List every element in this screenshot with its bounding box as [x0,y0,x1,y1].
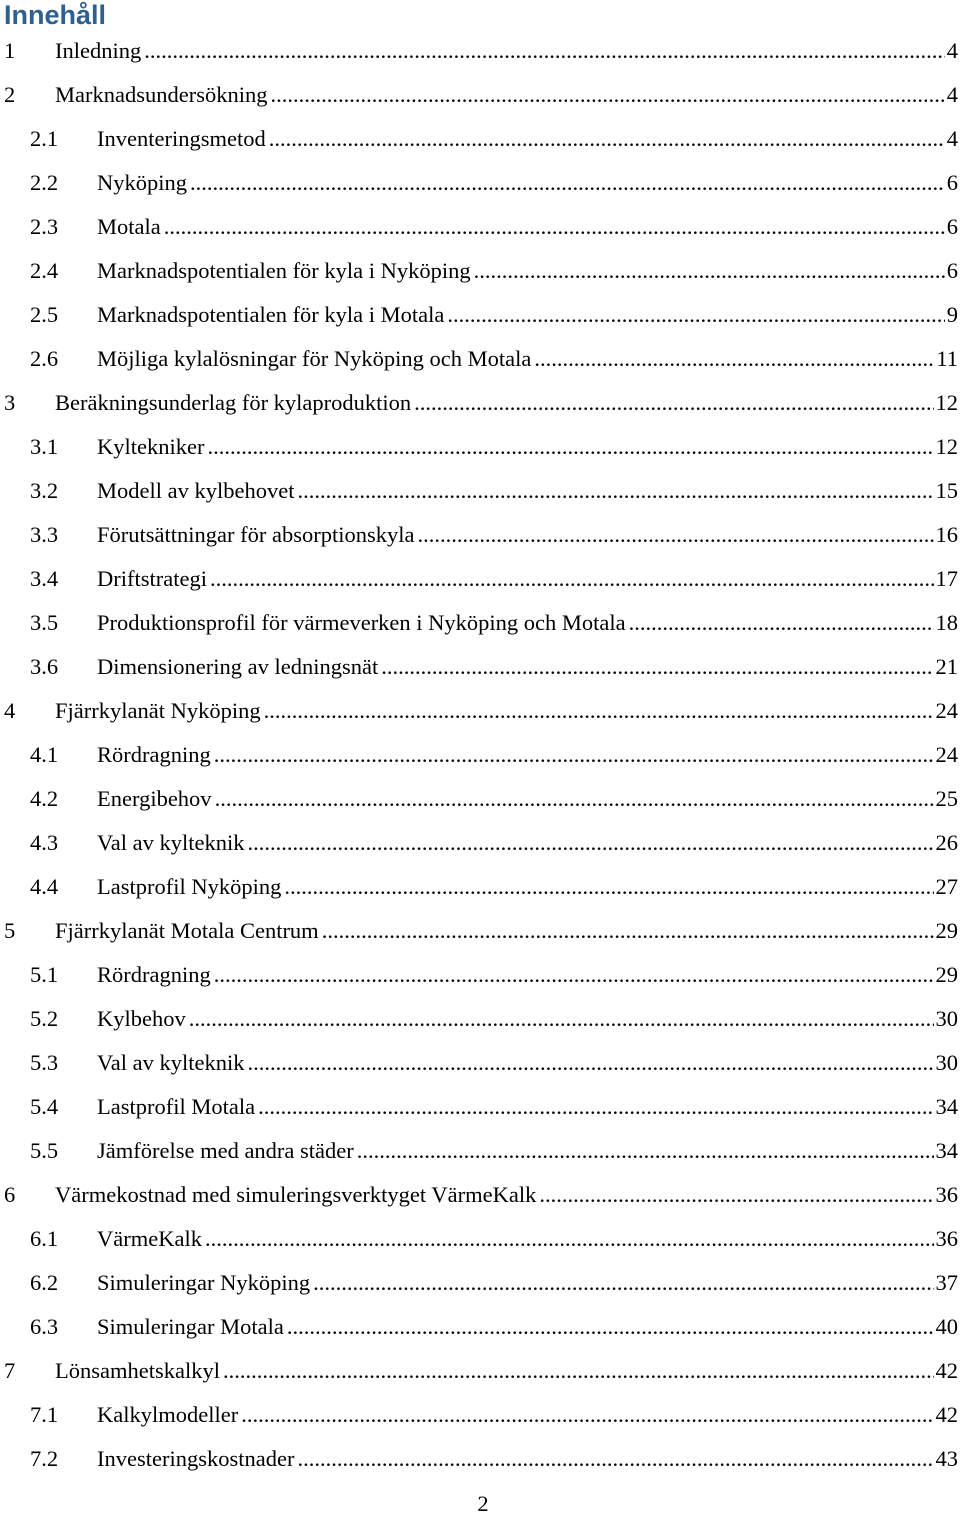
toc-entry-number: 7.1 [30,1402,59,1427]
toc-entry-title[interactable]: Simuleringar Motala [97,1314,284,1339]
toc-entry[interactable] [0,425,960,469]
dot-leader [297,478,933,504]
toc-entry-number: 5 [4,918,16,943]
toc-entry[interactable] [0,1305,960,1349]
toc-entry-page[interactable]: 6 [946,258,958,283]
toc-entry-body [97,337,958,381]
toc-entry-title[interactable]: Jämförelse med andra städer [97,1138,354,1163]
toc-entry-number: 2.5 [30,302,59,327]
toc-entry-body [97,1393,958,1437]
toc-entry-body [97,469,958,513]
toc-entry[interactable] [0,909,960,953]
dot-leader [190,170,945,196]
toc-entry-number: 3.1 [30,434,59,459]
toc-entry[interactable] [0,513,960,557]
toc-entry-body [97,249,958,293]
dot-leader [214,742,934,768]
dot-leader [417,522,933,548]
toc-entry[interactable] [0,733,960,777]
toc-entry-title[interactable]: Dimensionering av ledningsnät [97,654,379,679]
toc-entry[interactable] [0,1129,960,1173]
dot-leader [447,302,944,328]
toc-entry-number: 6.3 [30,1314,59,1339]
toc-entry-page[interactable]: 15 [935,478,958,503]
toc-entry-page[interactable]: 37 [935,1270,958,1295]
toc-entry-page[interactable]: 36 [935,1226,958,1251]
dot-leader [269,126,945,152]
toc-entry-body [97,1085,958,1129]
toc-entry-title[interactable]: Nyköping [97,170,187,195]
toc-entry-body [97,1041,958,1085]
toc-entry-body [97,953,958,997]
toc-entry-page[interactable]: 21 [935,654,958,679]
toc-entry-page[interactable]: 29 [935,918,958,943]
toc-entry-page[interactable]: 4 [946,82,958,107]
toc-entry[interactable] [0,293,960,337]
toc-entry-page[interactable]: 12 [935,390,958,415]
toc-entry[interactable] [0,1393,960,1437]
toc-entry-body [97,645,958,689]
dot-leader [207,434,933,460]
toc-entry-page[interactable]: 16 [935,522,958,547]
toc-entry[interactable] [0,601,960,645]
toc-entry-page[interactable]: 9 [946,302,958,327]
toc-entry[interactable] [0,1437,960,1481]
dot-leader [322,918,934,944]
toc-entry-page[interactable]: 11 [936,346,958,371]
toc-entry-body [55,909,958,953]
toc-list [0,29,960,1481]
toc-entry-number: 4 [4,698,16,723]
toc-entry-title[interactable]: Värmekostnad med simuleringsverktyget VärmeKalk [55,1182,537,1207]
toc-entry-number: 3.3 [30,522,59,547]
toc-entry-body [97,1261,958,1305]
toc-entry-number: 3 [4,390,16,415]
toc-entry-title[interactable]: Lastprofil Motala [97,1094,256,1119]
toc-entry[interactable] [0,1041,960,1085]
toc-entry-title[interactable]: Val av kylteknik [97,1050,245,1075]
toc-entry-number: 7.2 [30,1446,59,1471]
toc-entry-page[interactable]: 18 [935,610,958,635]
toc-entry-title[interactable]: Förutsättningar för absorptionskyla [97,522,415,547]
dot-leader [629,610,934,636]
dot-leader [313,1270,933,1296]
toc-entry-title[interactable]: Driftstrategi [97,566,207,591]
dot-leader [205,1226,934,1252]
toc-entry-page[interactable]: 34 [935,1094,958,1119]
toc-entry-body [55,29,958,73]
toc-entry-body [55,381,958,425]
toc-entry-body [97,117,958,161]
toc-entry-page[interactable]: 29 [935,962,958,987]
toc-entry-title[interactable]: Marknadsundersökning [55,82,268,107]
toc-entry[interactable] [0,1261,960,1305]
toc-entry-page[interactable]: 25 [935,786,958,811]
toc-entry[interactable] [0,205,960,249]
toc-entry-number: 5.1 [30,962,59,987]
toc-entry-number: 5.2 [30,1006,59,1031]
toc-entry-body [97,425,958,469]
toc-entry-title[interactable]: Rördragning [97,742,211,767]
dot-leader [258,1094,933,1120]
toc-entry-title[interactable]: Val av kylteknik [97,830,245,855]
toc-entry-number: 3.6 [30,654,59,679]
toc-entry-page[interactable]: 43 [935,1446,958,1471]
toc-entry-title[interactable]: Investeringskostnader [97,1446,295,1471]
toc-entry-number: 4.1 [30,742,59,767]
toc-entry[interactable] [0,1173,960,1217]
toc-entry-page[interactable]: 17 [935,566,958,591]
toc-entry-page[interactable]: 6 [946,170,958,195]
dot-leader [214,962,934,988]
toc-entry[interactable] [0,865,960,909]
toc-entry-number: 5.4 [30,1094,59,1119]
toc-entry[interactable] [0,821,960,865]
toc-entry-number: 2.4 [30,258,59,283]
dot-leader [223,1358,934,1384]
toc-entry-title[interactable]: Fjärrkylanät Motala Centrum [55,918,319,943]
dot-leader [381,654,933,680]
dot-leader [210,566,934,592]
toc-entry-number: 1 [4,38,16,63]
toc-entry-title[interactable]: Simuleringar Nyköping [97,1270,311,1295]
toc-entry-title[interactable]: Marknadspotentialen för kyla i Nyköping [97,258,471,283]
toc-entry-body [97,777,958,821]
toc-entry-title[interactable]: Fjärrkylanät Nyköping [55,698,261,723]
toc-entry-page[interactable]: 27 [935,874,958,899]
dot-leader [215,786,934,812]
toc-entry-title[interactable]: Modell av kylbehovet [97,478,295,503]
toc-entry-title[interactable]: Lönsamhetskalkyl [55,1358,220,1383]
toc-entry[interactable] [0,689,960,733]
toc-entry-page[interactable]: 36 [935,1182,958,1207]
toc-entry-body [97,821,958,865]
dot-leader [270,82,944,108]
dot-leader [287,1314,934,1340]
dot-leader [284,874,933,900]
toc-entry-body [97,601,958,645]
toc-entry-body [97,997,958,1041]
toc-entry-number: 7 [4,1358,16,1383]
toc-entry-page[interactable]: 42 [935,1402,958,1427]
toc-entry[interactable] [0,645,960,689]
dot-leader [539,1182,933,1208]
toc-entry-page[interactable]: 12 [935,434,958,459]
toc-entry-number: 2 [4,82,16,107]
toc-entry-number: 6.1 [30,1226,59,1251]
toc-entry-number: 2.2 [30,170,59,195]
toc-entry[interactable] [0,1349,960,1393]
dot-leader [241,1402,933,1428]
dot-leader [264,698,934,724]
toc-entry[interactable] [0,249,960,293]
toc-entry-body [55,1349,958,1393]
toc-entry-body [97,557,958,601]
toc-entry-title[interactable]: Motala [97,214,161,239]
toc-entry-body [55,73,958,117]
toc-entry-body [97,161,958,205]
toc-entry[interactable] [0,117,960,161]
toc-entry-body [97,293,958,337]
toc-entry-body [55,1173,958,1217]
toc-entry-number: 2.6 [30,346,59,371]
toc-entry-title[interactable]: Beräkningsunderlag för kylaproduktion [55,390,412,415]
toc-entry-number: 4.4 [30,874,59,899]
toc-entry-body [55,689,958,733]
toc-entry-number: 4.2 [30,786,59,811]
toc-entry-number: 3.2 [30,478,59,503]
dot-leader [164,214,945,240]
toc-entry-title[interactable]: Möjliga kylalösningar för Nyköping och Motala [97,346,532,371]
toc-entry-page[interactable]: 24 [935,742,958,767]
toc-entry[interactable] [0,1217,960,1261]
toc-entry[interactable] [0,557,960,601]
toc-entry-body [97,865,958,909]
toc-entry[interactable] [0,777,960,821]
toc-entry-number: 2.3 [30,214,59,239]
dot-leader [357,1138,934,1164]
dot-leader [297,1446,933,1472]
toc-entry-number: 3.5 [30,610,59,635]
toc-entry-page[interactable]: 24 [935,698,958,723]
toc-entry[interactable] [0,469,960,513]
toc-entry-number: 2.1 [30,126,59,151]
toc-entry[interactable] [0,381,960,425]
toc-entry-body [97,205,958,249]
dot-leader [534,346,934,372]
toc-entry-body [97,733,958,777]
toc-entry[interactable] [0,997,960,1041]
toc-entry[interactable] [0,161,960,205]
dot-leader [247,830,933,856]
dot-leader [144,38,945,64]
toc-entry-number: 3.4 [30,566,59,591]
toc-entry-body [97,1129,958,1173]
toc-entry-title[interactable]: VärmeKalk [97,1226,202,1251]
toc-entry-title[interactable]: Kyltekniker [97,434,205,459]
toc-entry[interactable] [0,337,960,381]
toc-entry-body [97,1437,958,1481]
toc-entry-title[interactable]: Kylbehov [97,1006,186,1031]
toc-entry[interactable] [0,29,960,73]
toc-entry-page[interactable]: 4 [946,38,958,63]
toc-entry-page[interactable]: 34 [935,1138,958,1163]
toc-entry-body [97,1217,958,1261]
toc-entry-number: 5.5 [30,1138,59,1163]
toc-entry-title[interactable]: Inledning [55,38,142,63]
toc-entry-number: 6 [4,1182,16,1207]
toc-entry[interactable] [0,1085,960,1129]
toc-entry-title[interactable]: Kalkylmodeller [97,1402,239,1427]
toc-entry-title[interactable]: Marknadspotentialen för kyla i Motala [97,302,445,327]
toc-entry-number: 4.3 [30,830,59,855]
dot-leader [414,390,933,416]
page-number: 2 [477,1491,489,1516]
toc-entry-title[interactable]: Lastprofil Nyköping [97,874,282,899]
toc-entry-number: 5.3 [30,1050,59,1075]
toc-entry-page[interactable]: 4 [946,126,958,151]
toc-entry-page[interactable]: 42 [935,1358,958,1383]
toc-entry-title[interactable]: Produktionsprofil för värmeverken i Nyköping och Motala [97,610,626,635]
toc-entry[interactable] [0,73,960,117]
toc-entry-body [97,1305,958,1349]
toc-entry-title[interactable]: Inventeringsmetod [97,126,266,151]
toc-entry-page[interactable]: 40 [935,1314,958,1339]
toc-entry[interactable] [0,953,960,997]
toc-entry-page[interactable]: 26 [935,830,958,855]
toc-entry-page[interactable]: 30 [935,1050,958,1075]
dot-leader [247,1050,933,1076]
dot-leader [189,1006,934,1032]
toc-entry-page[interactable]: 6 [946,214,958,239]
toc-entry-page[interactable]: 30 [935,1006,958,1031]
toc-entry-number: 6.2 [30,1270,59,1295]
toc-heading: Innehåll [4,0,107,30]
toc-entry-title[interactable]: Rördragning [97,962,211,987]
toc-entry-body [97,513,958,557]
toc-entry-title[interactable]: Energibehov [97,786,212,811]
dot-leader [474,258,945,284]
